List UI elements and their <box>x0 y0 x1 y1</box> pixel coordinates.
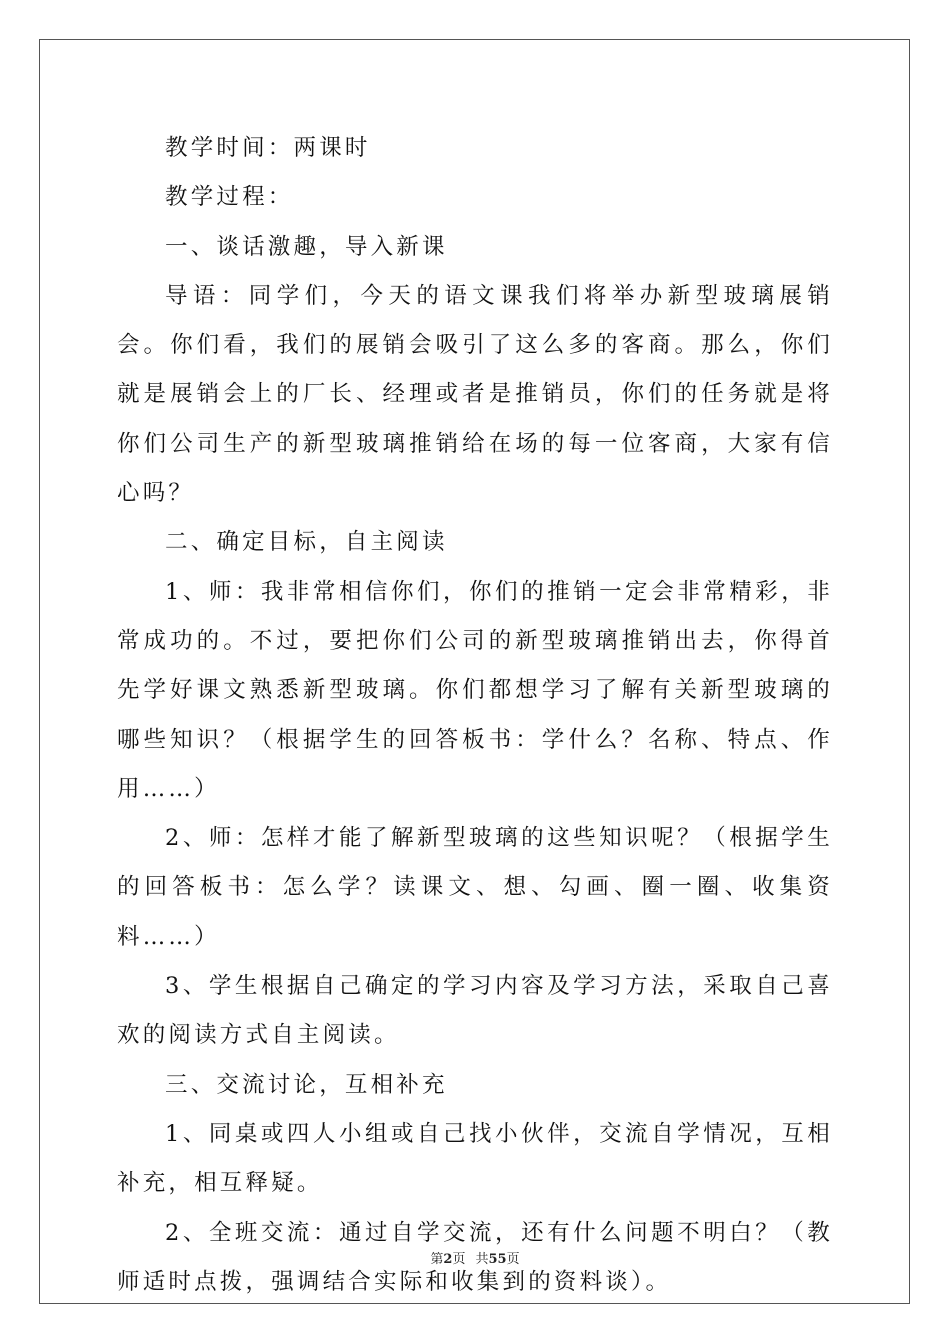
footer-total-prefix: 共 <box>475 1252 489 1267</box>
intro-paragraph: 导语：同学们，今天的语文课我们将举办新型玻璃展销会。你们看，我们的展销会吸引了这么多的客商。那么，你们就是展销会上的厂长、经理或者是推销员，你们的任务就是将你们公司生产的新型玻璃推销给在场的每一位客商，大家有信心吗？ <box>117 282 833 507</box>
footer-page-prefix: 第 <box>430 1252 444 1267</box>
section-3-heading: 三、交流讨论，互相补充 <box>165 1071 448 1098</box>
teaching-time-line: 教学时间：两课时 <box>165 135 371 161</box>
footer-total-suffix: 页 <box>506 1252 520 1267</box>
teaching-process-heading: 教学过程： <box>165 184 294 211</box>
footer-total-pages: 55 <box>488 1252 507 1267</box>
section-3-item-2: 2、全班交流：通过自学交流，还有什么问题不明白？（教师适时点拨，强调结合实际和收集到的资料谈）。 <box>117 1219 833 1295</box>
footer-page-suffix: 页 <box>452 1252 466 1267</box>
document-body <box>117 124 833 1307</box>
section-3-item-1: 1、同桌或四人小组或自己找小伙伴，交流自学情况，互相补充，相互释疑。 <box>117 1120 833 1197</box>
section-1-heading: 一、谈话激趣，导入新课 <box>165 233 448 260</box>
section-2-item-3: 3、学生根据自己确定的学习内容及学习方法，采取自己喜欢的阅读方式自主阅读。 <box>117 973 833 1049</box>
footer-page-number: 2 <box>443 1252 453 1267</box>
section-2-heading: 二、确定目标，自主阅读 <box>165 529 448 556</box>
section-2-item-2: 2、师：怎样才能了解新型玻璃的这些知识呢？（根据学生的回答板书：怎么学？读课文、想、勾画、圈一圈、收集资料……） <box>117 825 833 950</box>
section-2-item-1: 1、师：我非常相信你们，你们的推销一定会非常精彩，非常成功的。不过，要把你们公司的新型玻璃推销出去，你得首先学好课文熟悉新型玻璃。你们都想学习了解有关新型玻璃的哪些知识？（根据学生的回答板书：学什么？名称、特点、作用……） <box>117 578 833 802</box>
page-footer <box>0 1248 950 1267</box>
